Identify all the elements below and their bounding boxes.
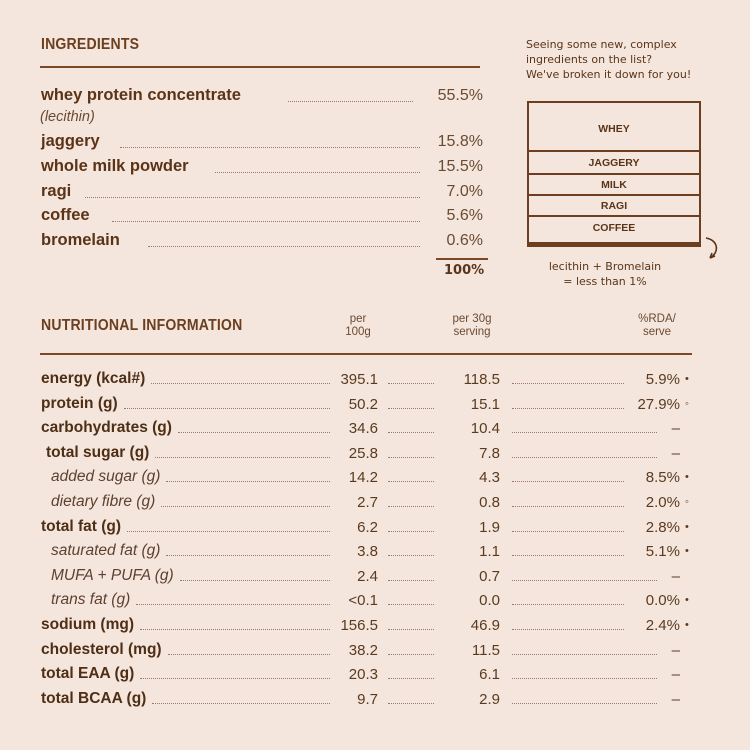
value-per100: 50.2 (348, 396, 378, 413)
col-head-line: serve (642, 326, 672, 338)
leader-dots (388, 654, 434, 655)
value-per100: 25.8 (348, 445, 378, 462)
nutrient-name: total BCAA (g) (41, 690, 147, 707)
value-serving: 7.8 (479, 445, 500, 462)
leader-dots (166, 481, 330, 482)
value-per100: 38.2 (348, 642, 378, 659)
leader-dots (288, 101, 413, 102)
leader-dots (512, 383, 624, 384)
col-head-rda (625, 313, 689, 339)
value-rda: – (671, 666, 680, 683)
nutrient-name: trans fat (g) (51, 591, 131, 608)
value-serving: 0.7 (479, 568, 500, 585)
leader-dots (512, 408, 624, 409)
bar-label-milk: MILK (529, 173, 699, 195)
value-rda: 0.0% (645, 592, 680, 609)
value-serving: 46.9 (470, 617, 500, 634)
value-rda: 27.9% (637, 396, 680, 413)
value-per100: 2.7 (357, 494, 378, 511)
col-head-line: per 30g (452, 313, 492, 325)
rda-marker: • (685, 594, 689, 606)
callout-line: Seeing some new, complex (526, 38, 677, 51)
value-per100: 156.5 (340, 617, 378, 634)
value-per100: 20.3 (348, 666, 378, 683)
leader-dots (112, 221, 420, 222)
ingredients-rule (40, 66, 480, 68)
value-serving: 4.3 (479, 469, 500, 486)
leader-dots (166, 555, 330, 556)
value-per100: 9.7 (357, 691, 378, 708)
value-rda: 5.9% (645, 371, 680, 388)
rda-marker: • (685, 521, 689, 533)
ingredient-value: 15.5% (437, 158, 483, 175)
value-per100: <0.1 (348, 592, 378, 609)
callout-note-line: = less than 1% (563, 275, 647, 288)
nutrient-name: sodium (mg) (41, 616, 134, 633)
total-rule (436, 258, 488, 260)
nutrient-name: dietary fibre (g) (51, 493, 156, 510)
ingredient-sub: (lecithin) (40, 109, 95, 125)
value-per100: 34.6 (348, 420, 378, 437)
leader-dots (388, 678, 434, 679)
value-rda: – (671, 691, 680, 708)
bar-label-jaggery: JAGGERY (529, 150, 699, 174)
col-head-line: serving (453, 326, 491, 338)
value-rda: 2.4% (645, 617, 680, 634)
value-serving: 0.8 (479, 494, 500, 511)
rda-marker: • (685, 545, 689, 557)
leader-dots (512, 531, 624, 532)
leader-dots (140, 678, 330, 679)
nutrient-name: energy (kcal#) (41, 370, 146, 387)
leader-dots (180, 580, 330, 581)
leader-dots (388, 457, 434, 458)
nutrient-name: total sugar (g) (46, 444, 150, 461)
ingredient-name: bromelain (41, 231, 120, 249)
value-serving: 1.9 (479, 519, 500, 536)
nutrient-name: total EAA (g) (41, 665, 135, 682)
value-serving: 0.0 (479, 592, 500, 609)
value-rda: 2.8% (645, 519, 680, 536)
bar-label-whey: WHEY (598, 123, 630, 135)
col-head-line: 100g (345, 326, 371, 338)
ingredient-name: jaggery (41, 132, 100, 150)
callout-text (526, 37, 736, 82)
curved-arrow-icon (702, 236, 724, 264)
nutrient-name: saturated fat (g) (51, 542, 161, 559)
col-head-line: %RDA/ (638, 313, 676, 325)
leader-dots (151, 383, 330, 384)
callout-line: ingredients on the list? (526, 53, 653, 66)
value-rda: – (671, 568, 680, 585)
ingredient-name: whole milk powder (41, 157, 189, 175)
bar-label-coffee: COFFEE (529, 215, 699, 239)
leader-dots (127, 531, 330, 532)
nutrient-name: protein (g) (41, 395, 118, 412)
ingredient-bar-chart (527, 101, 701, 247)
bar-label-ragi: RAGI (529, 194, 699, 216)
leader-dots (215, 172, 420, 173)
value-serving: 11.5 (471, 642, 500, 659)
value-serving: 1.1 (479, 543, 500, 560)
value-rda: 8.5% (645, 469, 680, 486)
leader-dots (388, 531, 434, 532)
ingredient-value: 5.6% (446, 207, 483, 224)
rda-marker: • (685, 373, 689, 385)
leader-dots (388, 555, 434, 556)
leader-dots (124, 408, 330, 409)
value-serving: 10.4 (470, 420, 500, 437)
callout-note-line: lecithin + Bromelain (548, 260, 662, 273)
nutrient-name: added sugar (g) (51, 468, 161, 485)
nutrient-name: cholesterol (mg) (41, 641, 162, 658)
leader-dots (388, 506, 434, 507)
leader-dots (388, 432, 434, 433)
value-serving: 6.1 (479, 666, 500, 683)
col-head-line: per (349, 313, 367, 325)
leader-dots (85, 197, 420, 198)
value-rda: – (671, 420, 680, 437)
leader-dots (512, 481, 624, 482)
value-per100: 395.1 (340, 371, 378, 388)
leader-dots (512, 506, 624, 507)
nutrient-name: total fat (g) (41, 518, 122, 535)
value-per100: 6.2 (357, 519, 378, 536)
callout-note (535, 259, 675, 289)
nutrition-heading: NUTRITIONAL INFORMATION (41, 317, 243, 334)
col-head-serving (436, 313, 508, 339)
rda-marker: • (685, 471, 689, 483)
leader-dots (136, 604, 330, 605)
value-per100: 3.8 (357, 543, 378, 560)
leader-dots (148, 246, 420, 247)
leader-dots (178, 432, 330, 433)
leader-dots (388, 408, 434, 409)
leader-dots (168, 654, 330, 655)
leader-dots (140, 629, 330, 630)
leader-dots (161, 506, 330, 507)
value-serving: 2.9 (479, 691, 500, 708)
value-per100: 14.2 (348, 469, 378, 486)
leader-dots (388, 604, 434, 605)
value-rda: 2.0% (645, 494, 680, 511)
leader-dots (512, 629, 624, 630)
leader-dots (388, 481, 434, 482)
leader-dots (388, 383, 434, 384)
ingredient-value: 15.8% (437, 133, 483, 150)
ingredient-value: 7.0% (446, 183, 483, 200)
nutrition-rule (40, 353, 692, 355)
ingredient-name: whey protein concentrate (41, 86, 241, 104)
ingredients-heading: INGREDIENTS (41, 36, 140, 53)
callout-line: We've broken it down for you! (526, 68, 692, 81)
col-head-per100 (328, 313, 388, 339)
rda-marker: • (685, 619, 689, 631)
value-rda: – (671, 642, 680, 659)
leader-dots (512, 555, 624, 556)
total-value: 100% (444, 263, 485, 278)
value-rda: 5.1% (645, 543, 680, 560)
rda-marker: ◦ (685, 496, 689, 508)
ingredient-value: 0.6% (446, 232, 483, 249)
leader-dots (388, 703, 434, 704)
ingredient-value: 55.5% (437, 87, 483, 104)
value-rda: – (671, 445, 680, 462)
rda-marker: ◦ (685, 398, 689, 410)
leader-dots (388, 580, 434, 581)
leader-dots (388, 629, 434, 630)
ingredient-name: coffee (41, 206, 90, 224)
value-serving: 118.5 (463, 371, 500, 388)
leader-dots (512, 604, 624, 605)
leader-dots (152, 703, 330, 704)
value-serving: 15.1 (470, 396, 500, 413)
ingredient-name: ragi (41, 182, 72, 200)
nutrient-name: MUFA + PUFA (g) (51, 567, 174, 584)
leader-dots (155, 457, 330, 458)
value-per100: 2.4 (357, 568, 378, 585)
nutrient-name: carbohydrates (g) (41, 419, 172, 436)
leader-dots (120, 147, 420, 148)
